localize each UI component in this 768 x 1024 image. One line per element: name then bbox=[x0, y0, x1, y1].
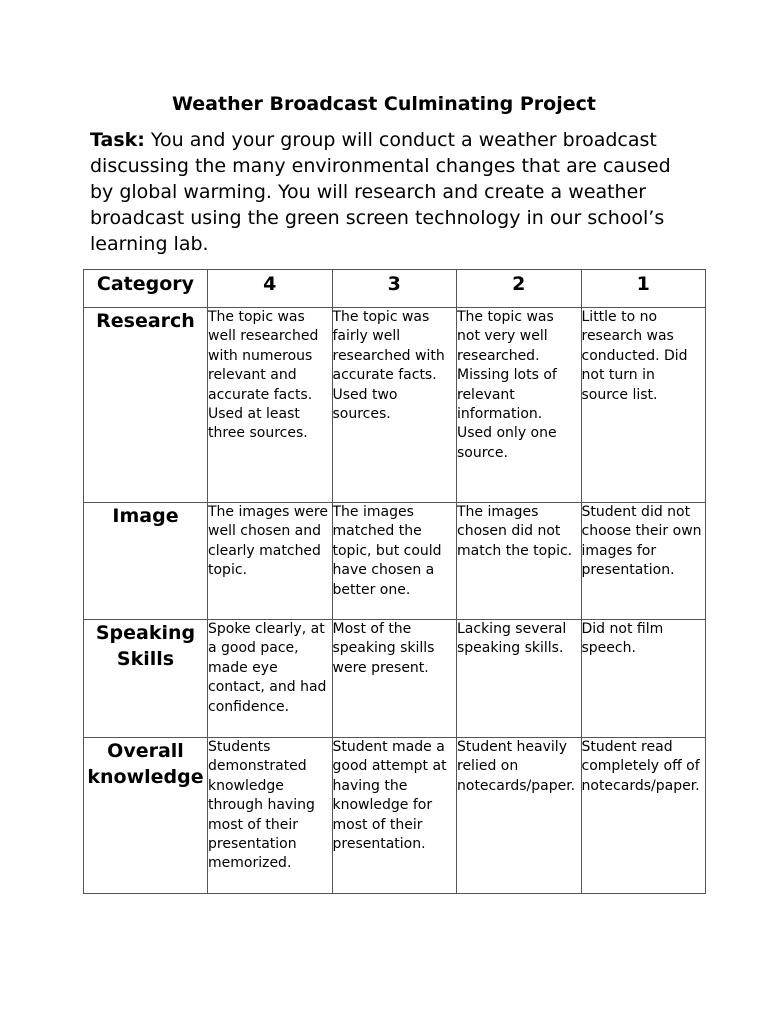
rubric-header-row bbox=[84, 270, 706, 308]
category-cell: Image bbox=[84, 503, 208, 620]
rubric-cell: The images were well chosen and clearly matched topic. bbox=[208, 503, 333, 620]
rubric-cell: The images matched the topic, but could have chosen a better one. bbox=[332, 503, 457, 620]
rubric-cell: The images chosen did not match the topic. bbox=[457, 503, 582, 620]
document-title: Weather Broadcast Culminating Project bbox=[172, 93, 596, 115]
rubric-cell: Most of the speaking skills were present. bbox=[332, 620, 457, 738]
category-cell: Speaking Skills bbox=[84, 620, 208, 738]
task-text: You and your group will conduct a weather broadcast discussing the many environmental changes that are caused by global warming. You will research and create a weather broadcast using the green screen technology in our school’s learning lab. bbox=[90, 129, 671, 255]
rubric-cell: Little to no research was conducted. Did not turn in source list. bbox=[581, 308, 706, 503]
rubric-cell: The topic was well researched with numerous relevant and accurate facts. Used at least three sources. bbox=[208, 308, 333, 503]
rubric-cell: Student read completely off of notecards/paper. bbox=[581, 738, 706, 894]
task-label: Task: bbox=[90, 129, 145, 151]
table-row bbox=[84, 738, 706, 894]
rubric-cell: The topic was not very well researched. Missing lots of relevant information. Used only one source. bbox=[457, 308, 582, 503]
rubric-cell: Student heavily relied on notecards/paper. bbox=[457, 738, 582, 894]
rubric-cell: Spoke clearly, at a good pace, made eye contact, and had confidence. bbox=[208, 620, 333, 738]
table-row bbox=[84, 620, 706, 738]
rubric-cell: Did not film speech. bbox=[581, 620, 706, 738]
table-row bbox=[84, 308, 706, 503]
rubric-cell: Lacking several speaking skills. bbox=[457, 620, 582, 738]
header-category: Category bbox=[84, 270, 208, 308]
category-cell: Research bbox=[84, 308, 208, 503]
header-score-2: 2 bbox=[457, 270, 582, 308]
rubric-table bbox=[83, 269, 706, 894]
header-score-4: 4 bbox=[208, 270, 333, 308]
rubric-cell: The topic was fairly well researched with accurate facts. Used two sources. bbox=[332, 308, 457, 503]
header-score-3: 3 bbox=[332, 270, 457, 308]
rubric-cell: Students demonstrated knowledge through having most of their presentation memorized. bbox=[208, 738, 333, 894]
rubric-cell: Student did not choose their own images for presentation. bbox=[581, 503, 706, 620]
header-score-1: 1 bbox=[581, 270, 706, 308]
task-paragraph bbox=[90, 127, 680, 257]
category-cell: Overall knowledge bbox=[84, 738, 208, 894]
rubric-cell: Student made a good attempt at having the knowledge for most of their presentation. bbox=[332, 738, 457, 894]
table-row bbox=[84, 503, 706, 620]
